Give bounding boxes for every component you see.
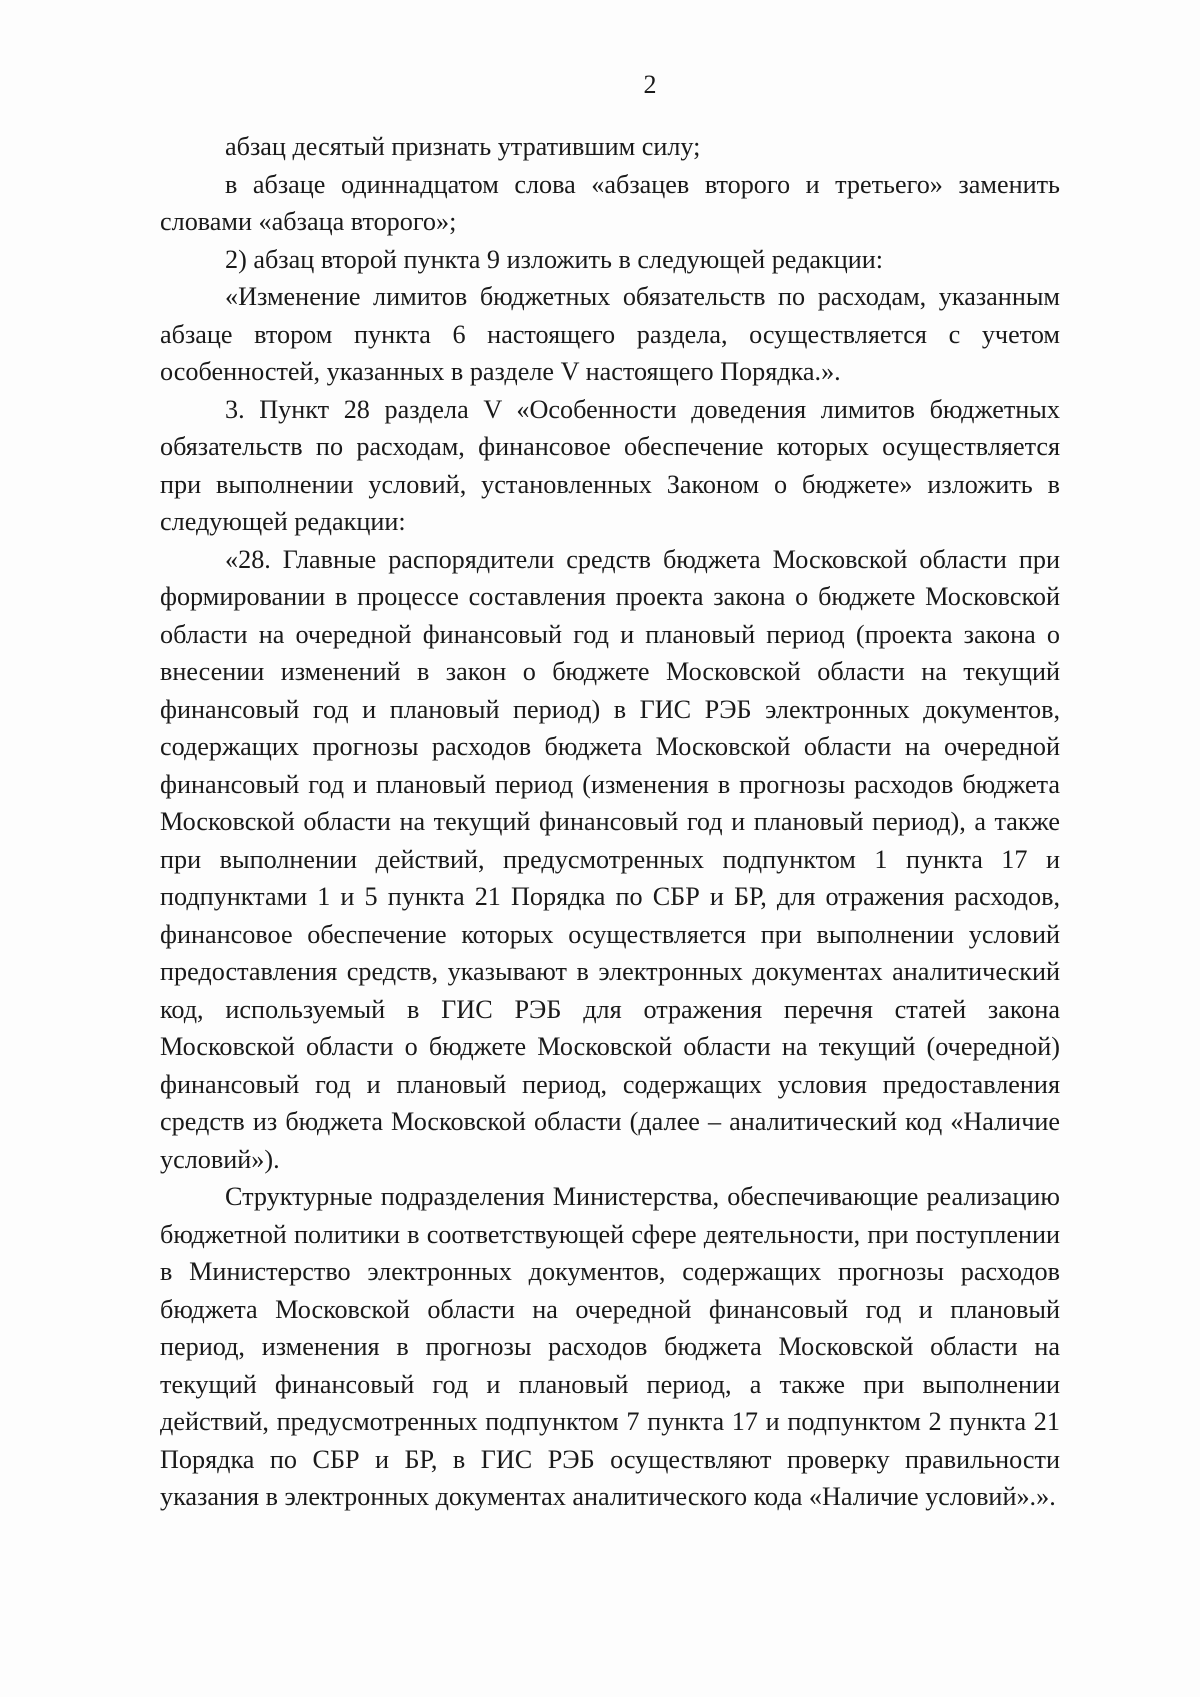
paragraph-3: 2) абзац второй пункта 9 изложить в следующей редакции: — [225, 244, 884, 274]
paragraph-7: Структурные подразделения Министерства, обеспечивающие реализацию бюджетной политики в соответствующей сфере деятельности, при поступлении в Министерство электронных документов, содержащих прогнозы расходов бюджета Московской области на очередной финансовый год и плановый период, изменения в прогнозы расходов бюджета Московской области на текущий финансовый год и плановый период, а также при выполнении действий, предусмотренных подпунктом 7 пункта 17 и подпунктом 2 пункта 21 Порядка по СБР и БР, в ГИС РЭБ осуществляют проверку правильности указания в электронных документах аналитического кода «Наличие условий».». — [160, 1182, 1060, 1511]
paragraph-6: «28. Главные распорядители средств бюджета Московской области при формировании в процессе составления проекта закона о бюджете Московской области на очередной финансовый год и плановый период (проекта закона о внесении изменений в закон о бюджете Московской области на текущий финансовый год и плановый период) в ГИС РЭБ электронных документов, содержащих прогнозы расходов бюджета Московской области на очередной финансовый год и плановый период (изменения в прогнозы расходов бюджета Московской области на текущий финансовый год и плановый период), а также при выполнении действий, предусмотренных подпунктом 1 пункта 17 и подпунктами 1 и 5 пункта 21 Порядка по СБР и БР, для отражения расходов, финансовое обеспечение которых осуществляется при выполнении условий предоставления средств, указывают в электронных документах аналитический код, используемый в ГИС РЭБ для отражения перечня статей закона Московской области о бюджете Московской области на текущий (очередной) финансовый год и плановый период, содержащих условия предоставления средств из бюджета Московской области (далее – аналитический код «Наличие условий»). — [160, 544, 1060, 1174]
paragraph-2: в абзаце одиннадцатом слова «абзацев второго и третьего» заменить словами «абзаца второго»; — [160, 169, 1060, 236]
paragraph-1: абзац десятый признать утратившим силу; — [225, 132, 701, 161]
paragraph-4: «Изменение лимитов бюджетных обязательств по расходам, указанным абзаце втором пункта 6 настоящего раздела, осуществляется с учетом особенностей, указанных в разделе V настоящего Порядка.». — [160, 282, 1060, 386]
page-number: 2 — [643, 70, 657, 99]
document-body — [160, 128, 1060, 1516]
paragraph-5: 3. Пункт 28 раздела V «Особенности доведения лимитов бюджетных обязательств по расходам, финансовое обеспечение которых осуществляется при выполнении условий, установленных Законом о бюджете» изложить в следующей редакции: — [160, 394, 1060, 536]
